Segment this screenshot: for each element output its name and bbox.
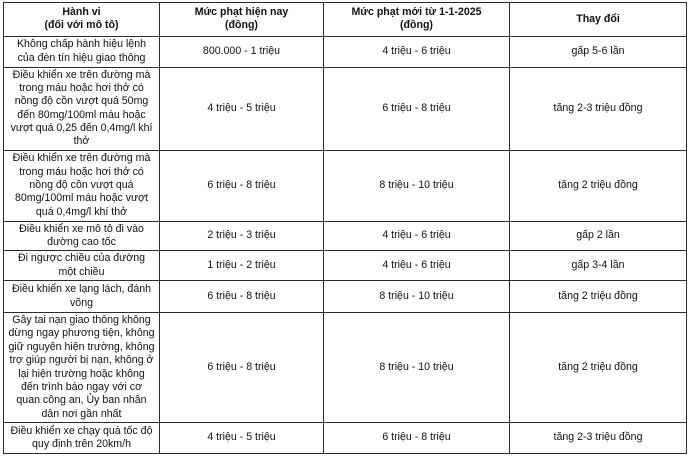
cell-current-fine: 1 triệu - 2 triệu <box>160 251 324 281</box>
cell-change: gấp 2 lần <box>510 221 687 251</box>
cell-current-fine: 2 triệu - 3 triệu <box>160 221 324 251</box>
cell-new-fine: 6 triệu - 8 triệu <box>324 422 510 453</box>
table-row <box>4 251 687 281</box>
table-row <box>4 67 687 150</box>
cell-current-fine: 4 triệu - 5 triệu <box>160 67 324 150</box>
cell-new-fine: 8 triệu - 10 triệu <box>324 313 510 423</box>
header-change <box>510 3 687 37</box>
cell-new-fine: 4 triệu - 6 triệu <box>324 36 510 67</box>
cell-change: tăng 2 triệu đồng <box>510 150 687 221</box>
cell-current-fine: 6 triệu - 8 triệu <box>160 150 324 221</box>
cell-change: gấp 5-6 lần <box>510 36 687 67</box>
table-row <box>4 221 687 251</box>
cell-current-fine: 6 triệu - 8 triệu <box>160 281 324 313</box>
cell-behavior: Điều khiển xe trên đường mà trong máu hoặc hơi thở có nồng độ cồn vượt quá 50mg đến 80mg/100ml máu hoặc vượt quá 0,25 đến 0,4mg/l khí thở <box>4 67 160 150</box>
cell-new-fine: 8 triệu - 10 triệu <box>324 150 510 221</box>
cell-new-fine: 8 triệu - 10 triệu <box>324 281 510 313</box>
cell-change: tăng 2-3 triệu đồng <box>510 422 687 453</box>
table-row <box>4 281 687 313</box>
cell-change: gấp 3-4 lần <box>510 251 687 281</box>
table-row <box>4 36 687 67</box>
cell-current-fine: 6 triệu - 8 triệu <box>160 313 324 423</box>
table-header-row <box>4 3 687 37</box>
cell-behavior: Đi ngược chiều của đường một chiều <box>4 251 160 281</box>
table-row <box>4 422 687 453</box>
cell-behavior: Không chấp hành hiệu lệnh của đèn tín hiệu giao thông <box>4 36 160 67</box>
cell-change: tăng 2-3 triệu đồng <box>510 67 687 150</box>
cell-behavior: Gây tai nạn giao thông không dừng ngay phương tiện, không giữ nguyên hiện trường, không trợ giúp người bị nạn, không ở lại hiện trường hoặc không đến trình báo ngay với cơ quan công an, Ủy ban nhân dân nơi gần nhất <box>4 313 160 423</box>
cell-behavior: Điều khiển xe trên đường mà trong máu hoặc hơi thở có nồng độ cồn vượt quá 80mg/100ml máu hoặc vượt quá 0,4mg/l khí thở <box>4 150 160 221</box>
fines-comparison-table <box>3 2 687 454</box>
cell-new-fine: 6 triệu - 8 triệu <box>324 67 510 150</box>
cell-behavior: Điều khiển xe lạng lách, đánh võng <box>4 281 160 313</box>
header-new-fine-label: Mức phạt mới từ 1-1-2025 <box>351 6 482 18</box>
cell-current-fine: 800.000 - 1 triệu <box>160 36 324 67</box>
header-new-fine-sublabel: (đồng) <box>400 19 433 32</box>
header-new-fine <box>324 3 510 37</box>
header-behavior-label: Hành vi <box>62 6 101 18</box>
header-current-fine-sublabel: (đồng) <box>225 19 258 32</box>
header-change-label: Thay đổi <box>576 12 620 25</box>
header-current-fine <box>160 3 324 37</box>
cell-behavior: Điều khiển xe mô tô đi vào đường cao tốc <box>4 221 160 251</box>
table-row <box>4 150 687 221</box>
header-current-fine-label: Mức phạt hiện nay <box>194 6 289 18</box>
cell-new-fine: 4 triệu - 6 triệu <box>324 251 510 281</box>
header-behavior-sublabel: (đối với mô tô) <box>44 19 119 32</box>
header-behavior <box>4 3 160 37</box>
table-row <box>4 313 687 423</box>
cell-change: tăng 2 triệu đồng <box>510 281 687 313</box>
cell-change: tăng 2 triệu đồng <box>510 313 687 423</box>
cell-behavior: Điều khiển xe chạy quá tốc độ quy định trên 20km/h <box>4 422 160 453</box>
cell-new-fine: 4 triệu - 6 triệu <box>324 221 510 251</box>
cell-current-fine: 4 triệu - 5 triệu <box>160 422 324 453</box>
